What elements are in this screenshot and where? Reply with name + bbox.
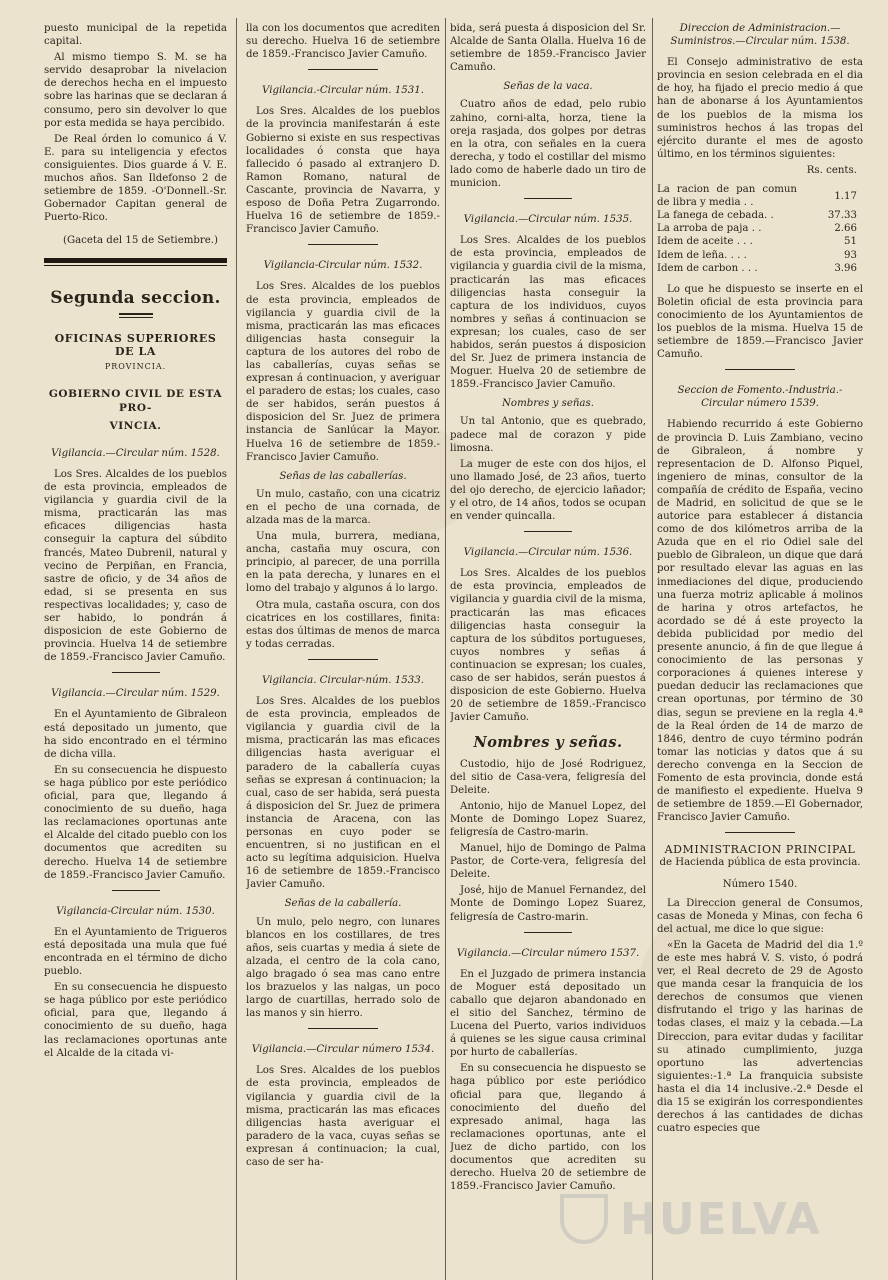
gazette-citation: (Gaceta del 15 de Setiembre.)	[62, 235, 219, 247]
name-entry: José, hijo de Manuel Fernandez, del Monte de Domingo Lopez Suarez, feligresía de Castro-marin.	[450, 885, 646, 923]
price-item: La arroba de paja . .	[657, 223, 762, 235]
price-value: 1.17	[834, 190, 857, 202]
number-heading: Número 1540.	[722, 878, 798, 890]
section-divider	[44, 265, 227, 266]
circular-heading: Vigilancia. Circular-núm. 1533.	[262, 674, 424, 686]
subheading: Nombres y señas.	[473, 734, 623, 752]
paragraph: Al mismo tiempo S. M. se ha servido desaprobar la nivelacion de derechos hecha en el impuesto sobre las harinas que se declaran á consumo, pero sin devolver lo que por esta medida se haya percibido.	[44, 52, 227, 129]
divider	[308, 69, 378, 70]
table-row	[657, 183, 863, 209]
paragraph: En su consecuencia he dispuesto se haga público por este periódico oficial, para que, llegando á conocimiento de su dueño, haga las reclamaciones oportunas ante el Alcalde de la citada vi-	[44, 982, 227, 1059]
paragraph: Lo que he dispuesto se inserte en el Boletin oficial de esta provincia para conocimiento de los Ayuntamientos de los pueblos de la misma. Huelva 15 de setiembre de 1859.—Francisco Javier Camuño.	[657, 283, 863, 361]
column-3	[450, 22, 646, 1272]
circular-heading: Vigilancia-Circular núm. 1530.	[56, 905, 215, 917]
price-item: La racion de pan comun de libra y media . .	[657, 184, 797, 209]
currency-header: Rs. cents.	[806, 164, 857, 176]
price-value: 37.33	[827, 210, 857, 222]
circular-heading: Direccion de Administracion.—Suministros.—Circular núm. 1538.	[670, 23, 850, 48]
circular-heading: Seccion de Fomento.-Industria.-Circular número 1539.	[677, 385, 843, 410]
paragraph: En el Juzgado de primera instancia de Moguer está depositado un caballo que dejaron abandonado en el sitio del Sanchez, término de Lucena del Puerto, varios individuos á quienes se les sigue causa criminal por hurto de caballerías.	[450, 968, 646, 1059]
paragraph: Los Sres. Alcaldes de los pueblos de esta provincia, empleados de vigilancia y guardia civil de la misma, practicarán las mas eficaces diligencias hasta conseguir la captura de los individuos, cuyos nombres y señas á continuacion se expresan; los cuales, caso de ser habidos, serán puestos á disposicion del Sr. Juez de primera instancia de Moguer. Huelva 20 de setiembre de 1859.-Francisco Javier Camuño.	[450, 235, 646, 391]
paragraph: Los Sres. Alcaldes de los pueblos de esta provincia, empleados de vigilancia y guardia civil de la misma, practicarán las mas eficaces diligencias hasta conseguir la captura del súbdito francés, Mateo Dubrenil, natural y vecino de Perpiñan, en Francia, sastre de oficio, y de 34 años de edad, si se presenta en sus respectivas localidades; y, caso de ser habido, lo pondrán á disposicion de este Gobierno de provincia. Huelva 14 de setiembre de 1859.-Francisco Javier Camuño.	[44, 468, 227, 664]
paragraph: puesto municipal de la repetida capital.	[44, 23, 227, 48]
table-row	[657, 209, 863, 222]
divider	[112, 890, 160, 891]
circular-heading: Vigilancia.—Circular núm. 1528.	[51, 447, 220, 459]
circular-heading: Vigilancia.—Circular núm. 1529.	[51, 688, 220, 700]
paragraph: Los Sres. Alcaldes de los pueblos de esta provincia, empleados de vigilancia y guardia civil de la misma, practicarán las mas eficaces diligencias hasta averiguar el paradero de la vaca, cuyas señas se expresan á continuacion; la cual, caso de ser ha-	[246, 1065, 440, 1169]
price-item: Idem de aceite . . .	[657, 236, 753, 248]
shield-icon	[560, 1194, 608, 1244]
paragraph: La Direccion general de Consumos, casas de Moneda y Minas, con fecha 6 del actual, me dice lo que sigue:	[657, 897, 863, 935]
column-rule	[445, 18, 446, 1280]
circular-heading: Vigilancia.-Circular núm. 1531.	[262, 85, 424, 97]
paragraph: «En la Gaceta de Madrid del dia 1.º de este mes habrá V. S. visto, ó podrá ver, el Real decreto de 29 de Agosto que manda cesar la franquicia de los derechos de consumos que vienen disfrutando el trigo y las harinas de todas clases, el maiz y la cebada.—La Direccion, para evitar dudas y facilitar su atinado cumplimiento, juzga oportuno las advertencias siguientes:-1.ª La franquicia subsiste hasta el dia 14 inclusive.-2.ª Desde el dia 15 se exigirán los correspondientes derechos á las cantidades de dichas cuatro especies que	[657, 939, 863, 1135]
circular-heading: Vigilancia.—Circular núm. 1536.	[463, 547, 633, 559]
circular-heading: Vigilancia-Circular núm. 1532.	[263, 260, 423, 272]
name-entry: Manuel, hijo de Domingo de Palma Pastor, de Corte-vera, feligresía del Deleite.	[450, 843, 646, 881]
office-title: OFICINAS SUPERIORES DE LA	[54, 331, 217, 358]
table-row	[657, 222, 863, 235]
ornament-rule	[119, 313, 153, 318]
divider	[725, 369, 795, 370]
column-rule	[652, 18, 653, 1280]
subheading: Nombres y señas.	[502, 398, 594, 410]
divider	[524, 531, 572, 532]
subheading: Señas de la caballería.	[284, 898, 402, 910]
price-table	[657, 183, 863, 275]
price-item: Idem de leña. . . .	[657, 249, 747, 261]
divider	[112, 672, 160, 673]
paragraph: La muger de este con dos hijos, el uno llamado José, de 23 años, tuerto del ojo derecho, de ejercicio lañador; y el otro, de 14 años, todos se ocupan en vender quincalla.	[450, 458, 646, 523]
admin-title: ADMINISTRACION PRINCIPAL	[664, 843, 856, 857]
divider	[524, 198, 572, 199]
paragraph: En su consecuencia he dispuesto se haga público por este periódico oficial para que, llegando á conocimiento del dueño del expresado animal, haga las reclamaciones oportunas, ante el Juez de dicho partido, con los documentos que acrediten su derecho. Huelva 20 de setiembre de 1859.-Francisco Javier Camuño.	[450, 1063, 646, 1193]
paragraph: Una mula, burrera, mediana, ancha, castaña muy oscura, con principio, al parecer, de una porrilla en la pata derecha, y lunares en el lomo del trabajo y algunos á lo largo.	[246, 531, 440, 595]
paragraph: En el Ayuntamiento de Gibraleon está depositado un jumento, que ha sido encontrado en el término de dicha villa.	[44, 709, 227, 760]
table-row	[657, 249, 863, 262]
divider	[308, 244, 378, 245]
paragraph: Un tal Antonio, que es quebrado, padece mal de corazon y pide limosna.	[450, 416, 646, 454]
paragraph: El Consejo administrativo de esta provincia en sesion celebrada en el dia de hoy, ha fijado el precio medio á que han de abonarse á los Ayuntamientos de los pueblos de la misma los suministros hechos á las tropas del ejército durante el mes de agosto último, en los términos siguientes:	[657, 57, 863, 160]
price-item: Idem de carbon . . .	[657, 262, 758, 274]
column-1	[44, 22, 227, 1272]
paragraph: bida, será puesta á disposicion del Sr. Alcalde de Santa Olalla. Huelva 16 de setiembre de 1859.-Francisco Javier Camuño.	[450, 23, 646, 74]
price-value: 51	[844, 236, 857, 248]
name-entry: Custodio, hijo de José Rodriguez, del sitio de Casa-vera, feligresía del Deleite.	[450, 758, 646, 796]
divider	[308, 659, 378, 660]
table-row	[657, 235, 863, 248]
government-title: VINCIA.	[109, 419, 162, 432]
watermark-text: HUELVA	[620, 1194, 822, 1245]
paragraph: Cuatro años de edad, pelo rubio zahino, corni-alta, horza, tiene la oreja rasjada, dos golpes por detras en la otra, con señales en la cuera derecha, y todo el costillar del mismo lado como de haberle dado un tiro de municion.	[450, 99, 646, 190]
circular-heading: Vigilancia.—Circular núm. 1535.	[463, 214, 633, 226]
subheading: Señas de las caballerías.	[279, 470, 407, 482]
paragraph: En el Ayuntamiento de Trigueros está depositada una mula que fué encontrada en el término de dicho pueblo.	[44, 926, 227, 978]
divider	[725, 832, 795, 833]
price-value: 3.96	[834, 262, 857, 274]
paragraph: Los Sres. Alcaldes de los pueblos de esta provincia, empleados de vigilancia y guardia civil de la misma, practicarán las mas eficaces diligencias hasta conseguir la captura de los súbditos portugueses, cuyos nombres y señas á continuacion se expresan; los cuales, caso de ser habidos, serán puestos á disposicion de este Gobierno. Huelva 20 de setiembre de 1859.-Francisco Javier Camuño.	[450, 568, 646, 724]
government-title: GOBIERNO CIVIL DE ESTA PRO-	[48, 387, 223, 414]
table-row	[657, 262, 863, 275]
admin-subtitle: de Hacienda pública de esta provincia.	[659, 857, 861, 869]
divider	[524, 932, 572, 933]
subheading: Señas de la vaca.	[503, 81, 593, 93]
column-4	[657, 22, 863, 1272]
divider	[308, 1028, 378, 1029]
section-divider	[44, 258, 227, 263]
paragraph: lla con los documentos que acrediten su derecho. Huelva 16 de setiembre de 1859.-Francisco Javier Camuño.	[246, 23, 440, 61]
paragraph: Habiendo recurrido á este Gobierno de provincia D. Luis Zambiano, vecino de Gibraleon, á nombre y representacion de D. Alfonso Piquel, ingeniero de minas, consultor de la compañía de crédito de España, vecino de Madrid, en solicitud de que se le autorice para establecer á distancia como de dos kilómetros arriba de la Azuda que en el rio Odiel sale del pueblo de Gibraleon, un dique que dará por resultado elevar las aguas en las inmediaciones del dique, produciendo una fuerza motriz aplicable á molinos de harina y otros artefactos, he acordado se dé á este proyecto la debida publicidad por medio del presente anuncio, á fin de que llegue á conocimiento de las personas y corporaciones á quienes interese y puedan deducir las reclamaciones que crean oportunas, por término de 30 dias, segun se previene en la regla 4.ª de la Real órden de 14 de marzo de 1846, dentro de cuyo término podrán tomar las noticias y datos que á su derecho convenga en la Seccion de Fomento de esta provincia, donde está de manifiesto el expediente. Huelva 9 de setiembre de 1859.—El Gobernador, Francisco Javier Camuño.	[657, 419, 863, 824]
office-subtitle: PROVINCIA.	[104, 361, 167, 371]
circular-heading: Vigilancia.—Circular número 1534.	[251, 1044, 435, 1056]
paragraph: Los Sres. Alcaldes de los pueblos de la provincia manifestarán á este Gobierno si existe en sus respectivas localidades ó consta que haya fallecido ó pasado al extranjero D. Ramon Romano, natural de Cascante, provincia de Navarra, y esposo de Doña Petra Zugarrondo. Huelva 16 de setiembre de 1859.-Francisco Javier Camuño.	[246, 106, 440, 236]
paragraph: Otra mula, castaña oscura, con dos cicatrices en los costillares, finita: estas dos últimas de menos de marca y todas cerradas.	[246, 599, 440, 650]
paragraph: Un mulo, pelo negro, con lunares blancos en los costillares, de tres años, seis cuartas y media á siete de alzada, el centro de la cola cano, algo bragado ó sea mas cano entre los brazuelos y las nalgas, un poco largo de cuartillas, herrado solo de las manos y sin hierro.	[246, 916, 440, 1020]
paragraph: De Real órden lo comunico á V. E. para su inteligencia y efectos consiguientes. Dios guarde á V. E. muchos años. San Ildefonso 2 de setiembre de 1859. -O'Donnell.-Sr. Gobernador Capitan general de Puerto-Rico.	[44, 133, 227, 224]
paragraph: Los Sres. Alcaldes de los pueblos de esta provincia, empleados de vigilancia y guardia civil de la misma, practicarán las mas eficaces diligencias hasta averiguar el paradero de la caballería cuyas señas se expresan á continuacion; la cual, caso de ser habida, será puesta á disposicion del Sr. Juez de primera instancia de Aracena, con las personas en cuyo poder se encuentren, si no justifican en el acto su legítima adquisicion. Huelva 16 de setiembre de 1859.-Francisco Javier Camuño.	[246, 696, 440, 891]
price-value: 2.66	[834, 223, 857, 235]
circular-heading: Vigilancia.—Circular número 1537.	[456, 947, 640, 959]
column-rule	[236, 18, 237, 1280]
paragraph: En su consecuencia he dispuesto se haga público por este periódico oficial, para que, llegando á conocimiento de su dueño, haga las reclamaciones oportunas ante el Alcalde del citado pueblo con los documentos que acrediten su derecho. Huelva 14 de setiembre de 1859.-Francisco Javier Camuño.	[44, 764, 227, 881]
watermark-logo	[560, 1190, 822, 1250]
name-entry: Antonio, hijo de Manuel Lopez, del Monte de Domingo Lopez Suarez, feligresía de Castro-marin.	[450, 800, 646, 838]
price-item: La fanega de cebada. .	[657, 210, 774, 222]
paragraph: Los Sres. Alcaldes de los pueblos de esta provincia, empleados de vigilancia y guardia civil de la misma, practicarán las mas eficaces diligencias hasta conseguir la captura de los autores del robo de las caballerías, cuyas señas se expresan á continuacion, y averiguar el paradero de estas; los cuales, caso de ser habidos, serán puestos á disposicion del Sr. Juez de primera instancia de Sanlúcar la Mayor. Huelva 16 de setiembre de 1859.-Francisco Javier Camuño.	[246, 281, 440, 463]
paragraph: Un mulo, castaño, con una cicatriz en el pecho de una cornada, de alzada mas de la marca.	[246, 488, 440, 526]
price-value: 93	[844, 249, 857, 261]
column-2	[246, 22, 440, 1272]
section-title: Segunda seccion.	[50, 287, 221, 308]
